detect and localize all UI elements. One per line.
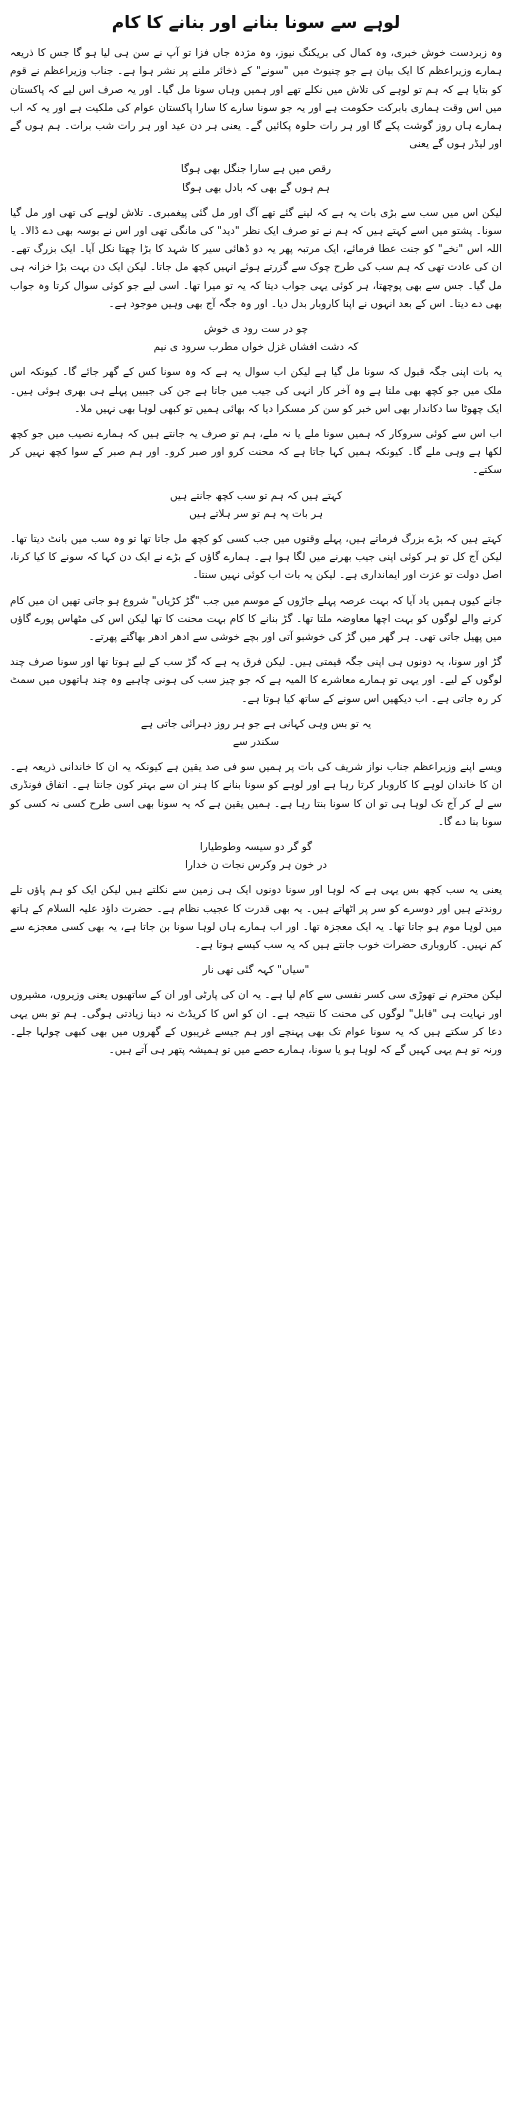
article-title: لوہے سے سونا بنانے اور بنانے کا کام — [111, 13, 401, 33]
verse-line: در خون ہر وکرس نجات ن خدارا — [185, 859, 327, 872]
article-paragraph: لیکن اس میں سب سے بڑی بات یہ ہے کہ لینے گئے تھے آگ اور مل گئی پیغمبری۔ تلاش لوہے کی تھی اور مل گیا سونا۔ پشتو میں اسے کہتے ہیں کہ ہم نے تو صرف ایک نظر "دید" کی مانگی تھی اور اس نے بوسہ بھی دے ڈالا۔ یا اللہ اس "نخے" کو جنت عطا فرمائے، ایک مرتبہ پھر یہ دو ڈھائی سیر کا شہد کا بڑا چھتا نکل آیا۔ ایک بزرگ تھے۔ ان کی عادت تھی کہ ہم سب کی طرح چوک سے گزرتے ہوئے انہیں کچھ مل جاتا۔ لیکن ایک دن بہت بڑا خزانہ ہی مل گیا۔ جس سے بھی پوچھتا، ہر کوئی یہی جواب دیتا کہ یہ تو میرا تھا۔ اسی لیے جو کوئی سوال کرتا وہ جواب بھی دے دیتا۔ اس کے بعد انہوں نے اپنا کاروبار بدل دیا۔ اور وہ جگہ آج بھی وہیں موجود ہے۔ — [10, 206, 502, 310]
poetry-verse — [10, 838, 502, 874]
verse-line: گو گر دو سیسہ وطوطیارا — [199, 841, 313, 854]
verse-line: کہتے ہیں کہ ہم تو سب کچھ جانتے ہیں — [169, 489, 343, 502]
article-paragraph: وہ زبردست خوش خبری، وہ کمال کی بریکنگ نیوز، وہ مژدہ جاں فزا تو آپ نے سن ہی لیا ہو گا جس کا ذریعہ ہمارے وزیراعظم کا ایک بیان ہے جو چنیوٹ میں "سونے" کے ذخائر ملنے پر نشر ہوا ہے۔ جناب وزیراعظم نے قوم کو بتایا ہے کہ ہم تو لوہے کی تلاش میں نکلے تھے اور ہمیں وہاں سونا مل گیا۔ اور یہ صرف اس لیے کہ پاکستان میں اس وقت ہماری بابرکت حکومت ہے اور یہ جو سونا سارے کا سارا پاکستان عوام کی ملکیت ہے اور یہ کہ اب ہمارے ہاں روز گوشت پکے گا اور ہر رات حلوہ پکائیں گے۔ یعنی ہر دن عید اور ہر رات شب برات۔ ہم ہوں گے اور لیڈر ہوں گے یعنی — [10, 47, 502, 151]
poetry-verse — [10, 715, 502, 751]
article-paragraph: لیکن محترم نے تھوڑی سی کسر نفسی سے کام لیا ہے۔ یہ ان کی پارٹی اور ان کے ساتھیوں یعنی وزیروں، مشیروں اور نہایت ہی "قابل" لوگوں کی محنت کا نتیجہ ہے۔ ان کو اس کا کریڈٹ نہ دینا زیادتی ہوگی۔ ہم تو بس یہی دعا کر سکتے ہیں کہ یہ سونا عوام تک بھی پہنچے اور ہم جیسے غریبوں کے گھروں میں بھی کبھی چولہا جلے۔ ورنہ تو ہم یہی کہیں گے کہ لوہا ہو یا سونا، ہمارے حصے میں تو ہمیشہ پتھر ہی آتے ہیں۔ — [10, 989, 502, 1057]
verse-line: یہ تو بس وہی کہانی ہے جو ہر روز دہرائی جاتی ہے — [140, 717, 372, 730]
verse-line: چو در ست رود ی خوش — [203, 322, 309, 335]
article-paragraph: کہتے ہیں کہ بڑے بزرگ فرماتے ہیں، پہلے وقتوں میں جب کسی کو کچھ مل جاتا تھا تو وہ سب میں بانٹ دیتا تھا۔ لیکن آج کل تو ہر کوئی اپنی جیب بھرنے میں لگا ہوا ہے۔ ہمارے گاؤں کے بڑے نے ایک دن کہا کہ سونے کا کیا کرنا، اصل دولت تو عزت اور ایمانداری ہے۔ لیکن یہ بات اب کوئی نہیں سنتا۔ — [10, 532, 502, 582]
poetry-verse — [10, 160, 502, 196]
article-paragraph: گڑ اور سونا، یہ دونوں ہی اپنی جگہ قیمتی ہیں۔ لیکن فرق یہ ہے کہ گڑ سب کے لیے ہوتا تھا اور سونا صرف چند لوگوں کے لیے۔ اور یہی تو ہمارے معاشرے کا المیہ ہے کہ جو چیز سب کی ہونی چاہیے وہ چند ہاتھوں میں سمٹ کر رہ جاتی ہے۔ اب دیکھیں اس سونے کے ساتھ کیا ہوتا ہے۔ — [10, 656, 502, 705]
poetry-verse — [10, 961, 502, 979]
poetry-verse — [10, 320, 502, 356]
article-paragraph: یعنی یہ سب کچھ بس یہی ہے کہ لوہا اور سونا دونوں ایک ہی زمین سے نکلتے ہیں لیکن ایک کو ہم پاؤں تلے روندتے ہیں اور دوسرے کو سر پر اٹھاتے ہیں۔ یہ بھی قدرت کا عجیب نظام ہے۔ حضرت داؤد علیہ السلام کے ہاتھ میں لوہا موم ہو جاتا تھا۔ یہ ایک معجزہ تھا۔ اور اب ہمارے ہاں لوہا سونا بن جاتا ہے، یہ بھی کسی معجزے سے کم نہیں۔ کاروباری حضرات خوب جانتے ہیں کہ یہ سب کیسے ہوتا ہے۔ — [10, 884, 502, 952]
article-paragraph: اب اس سے کوئی سروکار کہ ہمیں سونا ملے یا نہ ملے، ہم تو صرف یہ جانتے ہیں کہ ہمارے نصیب میں جو کچھ لکھا ہے وہی ملے گا۔ کیونکہ ہمیں کہا جاتا ہے کہ محنت کرو اور صبر کرو۔ اور ہم صبر کے سوا کچھ نہیں کر سکتے۔ — [10, 427, 502, 477]
verse-line: کہ دشت افشاں غزل خواں مطرب سرود ی نیم — [153, 341, 359, 354]
verse-line: "سیاں" کہہ گئی تھی نار — [202, 964, 310, 977]
verse-line: ہر بات پہ ہم تو سر ہلاتے ہیں — [189, 507, 323, 520]
article-paragraph: جانے کیوں ہمیں یاد آیا کہ بہت عرصہ پہلے جاڑوں کے موسم میں جب "گڑ کڑیاں" شروع ہو جاتی تھیں ان میں کام کرنے والے لوگوں کو بہت اچھا معاوضہ ملتا تھا۔ گڑ بنانے کا کام بہت محنت کا تھا لیکن اس کی مٹھاس پورے گاؤں میں پھیل جاتی تھی۔ ہر گھر میں گڑ کی خوشبو آتی اور بچے خوشی سے ادھر ادھر بھاگتے پھرتے۔ — [10, 594, 502, 643]
verse-line: ہم ہوں گے بھی کہ بادل بھی ہوگا — [182, 181, 330, 194]
poetry-verse — [10, 487, 502, 523]
article-paragraph: یہ بات اپنی جگہ قبول کہ سونا مل گیا ہے لیکن اب سوال یہ ہے کہ وہ سونا کس کے گھر جائے گا۔ کیونکہ اس ملک میں جو کچھ بھی ملتا ہے وہ آخر کار انہی کی جیب میں جاتا ہے جن کی جیبیں پہلے ہی بھری ہوئی ہیں۔ ایک چھوٹا سا دکاندار بھی اس خبر کو سن کر مسکرا دیا کہ بھائی ہمیں تو کبھی لوہا بھی نہیں ملا۔ — [10, 366, 502, 415]
article-paragraph: ویسے اپنے وزیراعظم جناب نواز شریف کی بات پر ہمیں سو فی صد یقین ہے کیونکہ یہ ان کا خاندانی ذریعہ ہے۔ ان کا خاندان لوہے کا کاروبار کرتا رہا ہے اور لوہے کو سونا بنانے کا ہنر ان سے بہتر کون جانتا ہے۔ اتفاق فونڈری سے لے کر آج تک لوہا ہی تو ان کا سونا بنتا رہا ہے۔ ہمیں یقین ہے کہ یہ سونا بھی اسی طرح کسی نہ کسی کو سونا بنا دے گا۔ — [10, 761, 502, 828]
verse-line: سکندر سے — [232, 736, 280, 748]
verse-line: رقص میں ہے سارا جنگل بھی ہوگا — [180, 163, 332, 176]
